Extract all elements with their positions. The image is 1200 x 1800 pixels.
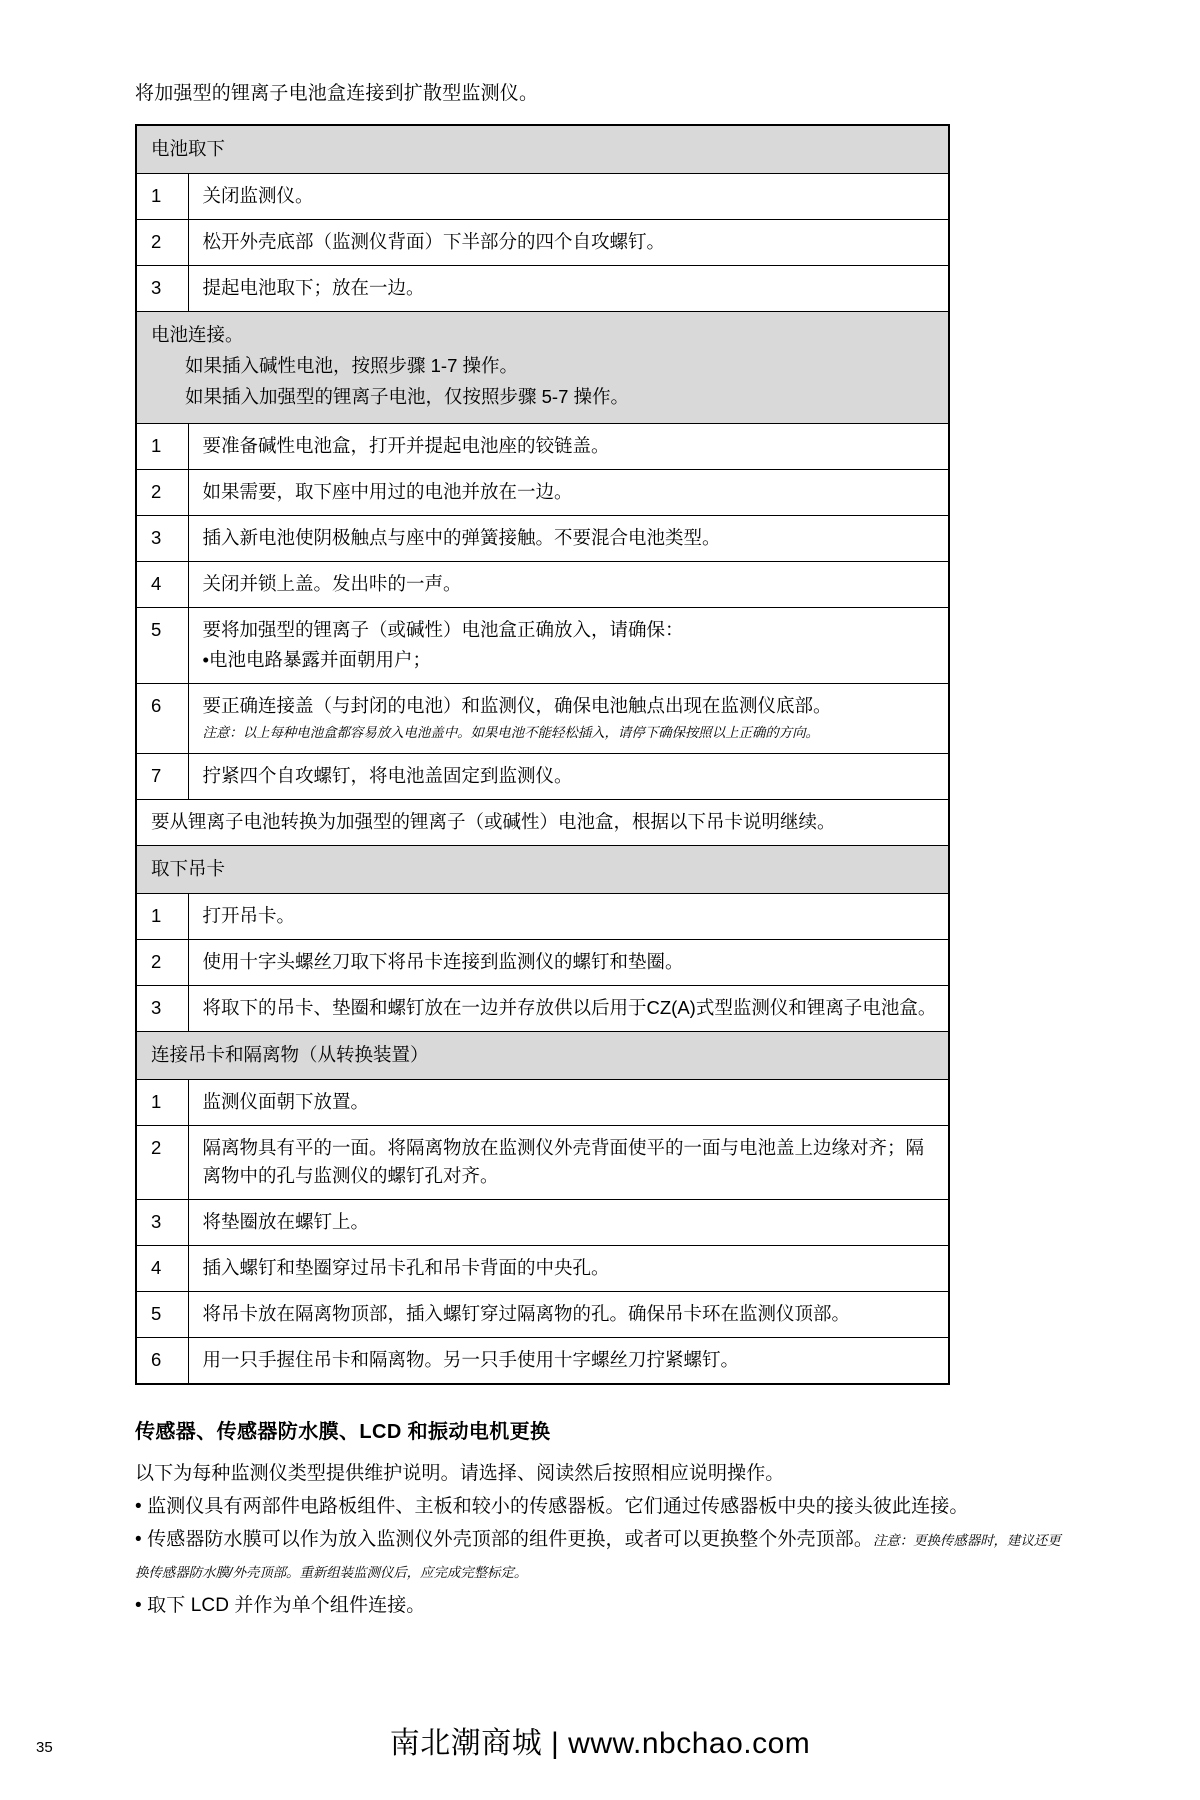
section-header-sub: 如果插入碱性电池，按照步骤 1-7 操作。 — [185, 355, 519, 376]
row-number: 2 — [136, 940, 188, 986]
row-text: 用一只手握住吊卡和隔离物。另一只手使用十字螺丝刀拧紧螺钉。 — [188, 1338, 949, 1385]
row-text: 将吊卡放在隔离物顶部，插入螺钉穿过隔离物的孔。确保吊卡环在监测仪顶部。 — [188, 1292, 949, 1338]
table-row — [136, 562, 949, 608]
section-header-label: 连接吊卡和隔离物（从转换装置） — [136, 1032, 949, 1080]
row-number: 1 — [136, 1080, 188, 1126]
row-number: 3 — [136, 986, 188, 1032]
row-number: 1 — [136, 174, 188, 220]
table-row — [136, 608, 949, 684]
row-number: 3 — [136, 1200, 188, 1246]
row-number: 2 — [136, 470, 188, 516]
body-paragraph: • 取下 LCD 并作为单个组件连接。 — [135, 1595, 426, 1616]
row-text: 插入新电池使阴极触点与座中的弹簧接触。不要混合电池类型。 — [188, 516, 949, 562]
table-section-header — [136, 1032, 949, 1080]
row-number: 1 — [136, 424, 188, 470]
table-row — [136, 516, 949, 562]
section-heading: 传感器、传感器防水膜、LCD 和振动电机更换 — [135, 1421, 551, 1443]
table-row — [136, 1246, 949, 1292]
intro-line: 将加强型的锂离子电池盒连接到扩散型监测仪。 — [135, 83, 539, 104]
row-text: 插入螺钉和垫圈穿过吊卡孔和吊卡背面的中央孔。 — [188, 1246, 949, 1292]
section-header-label: 取下吊卡 — [136, 846, 949, 894]
table-row — [136, 470, 949, 516]
row-number: 4 — [136, 1246, 188, 1292]
table-section-header — [136, 125, 949, 174]
page-number: 35 — [36, 1739, 53, 1756]
row-note: 注意：以上每种电池盒都容易放入电池盖中。如果电池不能轻松插入，请停下确保按照以上正确的方向。 — [202, 725, 819, 740]
row-text: 如果需要，取下座中用过的电池并放在一边。 — [188, 470, 949, 516]
table-section-header — [136, 312, 949, 424]
table-standalone-row — [136, 800, 949, 846]
row-text: 将取下的吊卡、垫圈和螺钉放在一边并存放供以后用于CZ(A)式型监测仪和锂离子电池盒。 — [188, 986, 949, 1032]
row-text: 打开吊卡。 — [188, 894, 949, 940]
row-text: 要将加强型的锂离子（或碱性）电池盒正确放入，请确保： — [202, 619, 684, 640]
body-paragraph: 以下为每种监测仪类型提供维护说明。请选择、阅读然后按照相应说明操作。 — [135, 1463, 785, 1484]
row-text: 将垫圈放在螺钉上。 — [188, 1200, 949, 1246]
row-text: 要准备碱性电池盒，打开并提起电池座的铰链盖。 — [188, 424, 949, 470]
table-row — [136, 424, 949, 470]
page-footer — [0, 1702, 1200, 1762]
table-row — [136, 754, 949, 800]
row-number: 3 — [136, 266, 188, 312]
section-header-label: 电池连接。 — [151, 324, 244, 345]
section-header-sub: 如果插入加强型的锂离子电池，仅按照步骤 5-7 操作。 — [185, 386, 630, 407]
body-paragraph-text: • 传感器防水膜可以作为放入监测仪外壳顶部的组件更换，或者可以更换整个外壳顶部。 — [135, 1529, 873, 1550]
row-text: 隔离物具有平的一面。将隔离物放在监测仪外壳背面使平的一面与电池盖上边缘对齐；隔离物中的孔与监测仪的螺钉孔对齐。 — [188, 1126, 949, 1200]
row-text: 提起电池取下；放在一边。 — [188, 266, 949, 312]
table-row — [136, 266, 949, 312]
row-number: 5 — [136, 608, 188, 684]
row-number: 1 — [136, 894, 188, 940]
table-row — [136, 684, 949, 754]
table-row — [136, 1292, 949, 1338]
row-bullet: •电池电路暴露并面朝用户； — [202, 649, 431, 670]
row-text: 关闭监测仪。 — [188, 174, 949, 220]
body-paragraph: • 监测仪具有两部件电路板组件、主板和较小的传感器板。它们通过传感器板中央的接头彼此连接。 — [135, 1496, 969, 1517]
row-number: 2 — [136, 1126, 188, 1200]
table-row — [136, 940, 949, 986]
row-text: 松开外壳底部（监测仪背面）下半部分的四个自攻螺钉。 — [188, 220, 949, 266]
row-number: 6 — [136, 1338, 188, 1385]
body-paragraph — [135, 1524, 1065, 1588]
table-row — [136, 1080, 949, 1126]
row-number: 4 — [136, 562, 188, 608]
row-number: 6 — [136, 684, 188, 754]
section-header-label: 电池取下 — [136, 125, 949, 174]
table-section-header — [136, 846, 949, 894]
table-row — [136, 220, 949, 266]
table-row — [136, 1200, 949, 1246]
row-number: 7 — [136, 754, 188, 800]
procedure-table — [135, 124, 950, 1385]
row-text: 监测仪面朝下放置。 — [188, 1080, 949, 1126]
standalone-row-text: 要从锂离子电池转换为加强型的锂离子（或碱性）电池盒，根据以下吊卡说明继续。 — [136, 800, 949, 846]
row-text: 使用十字头螺丝刀取下将吊卡连接到监测仪的螺钉和垫圈。 — [188, 940, 949, 986]
row-number: 2 — [136, 220, 188, 266]
table-row — [136, 986, 949, 1032]
table-row — [136, 174, 949, 220]
row-number: 3 — [136, 516, 188, 562]
row-text: 关闭并锁上盖。发出咔的一声。 — [188, 562, 949, 608]
row-text: 拧紧四个自攻螺钉，将电池盖固定到监测仪。 — [188, 754, 949, 800]
table-row — [136, 894, 949, 940]
table-row — [136, 1126, 949, 1200]
row-text: 要正确连接盖（与封闭的电池）和监测仪，确保电池触点出现在监测仪底部。 — [202, 695, 832, 716]
body-paragraph-note: 注意：更换传感器时，建议还更换传感器防水膜/外壳顶部。重新组装监测仪后，应完成完整标定。 — [135, 1533, 1061, 1580]
table-row — [136, 1338, 949, 1385]
row-number: 5 — [136, 1292, 188, 1338]
footer-brand: 南北潮商城 | www.nbchao.com — [389, 1727, 811, 1760]
